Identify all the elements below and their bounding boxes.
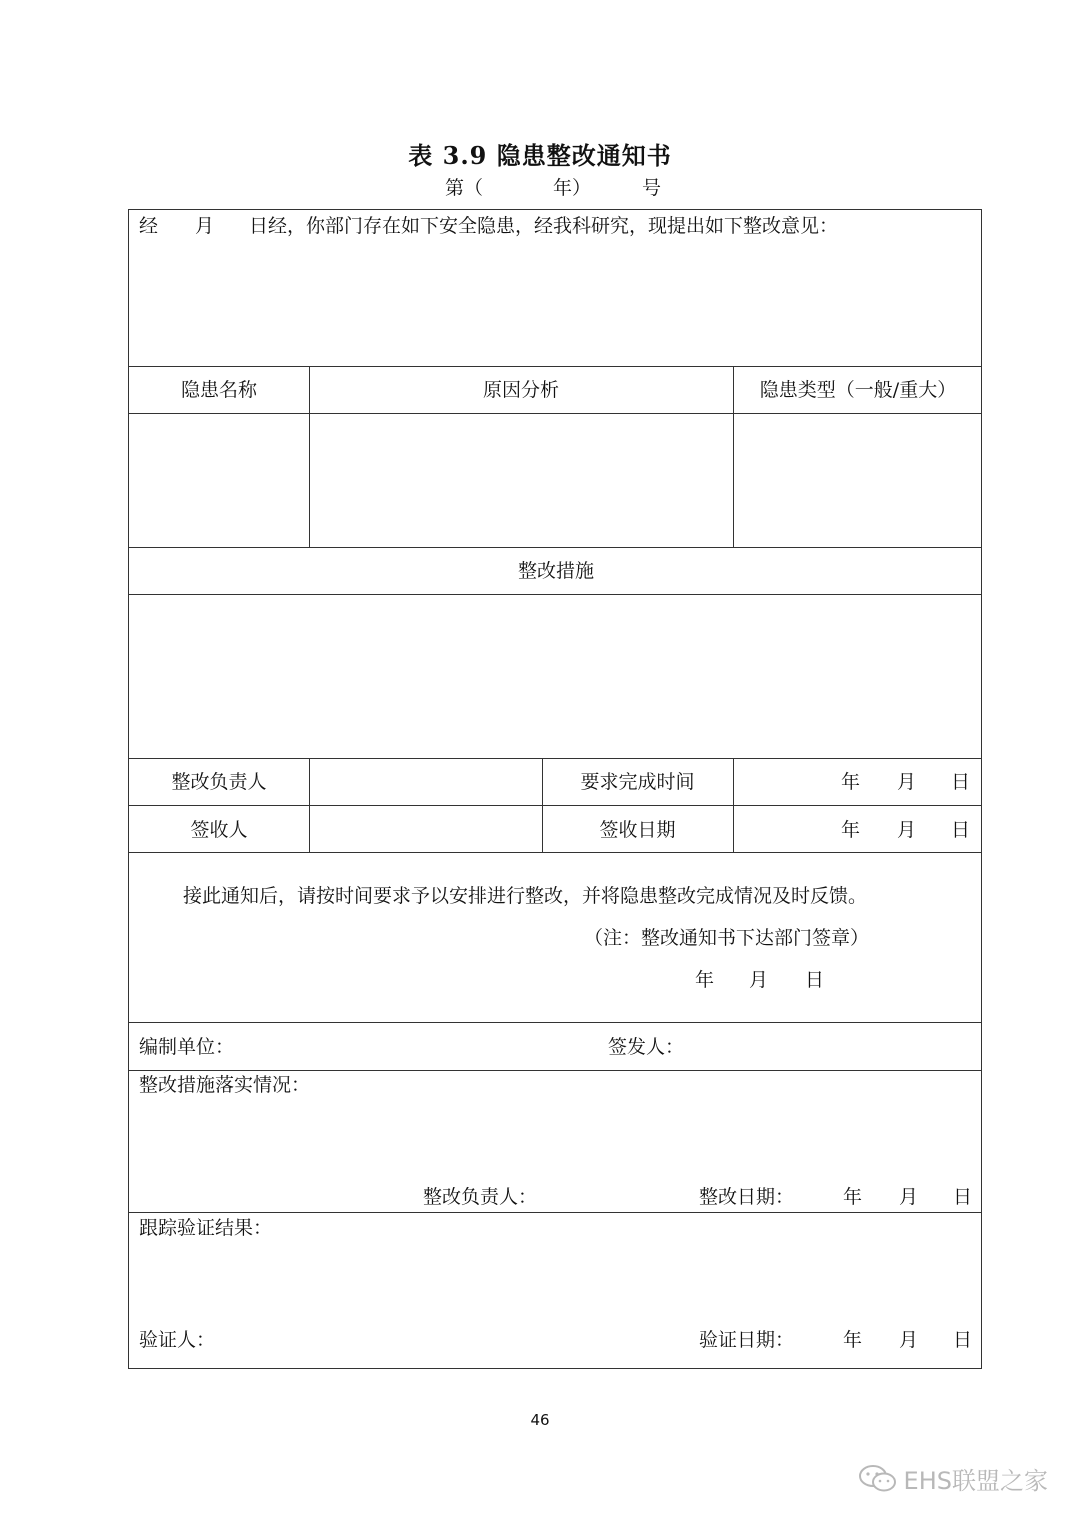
watermark (858, 1462, 1048, 1494)
responsible-label: 整改负责人 (171, 771, 267, 793)
issuer-label: 签发人： (608, 1036, 685, 1058)
verify-day: 日 (953, 1329, 973, 1351)
notice-note: （注：整改通知书下达部门签章） (584, 927, 870, 949)
receipt-date-label: 签收日期 (599, 819, 676, 841)
measures-cell[interactable] (129, 595, 983, 758)
number-prefix: 第（ (445, 177, 484, 199)
header-hazard-type: 隐患类型（一般/重大） (759, 379, 957, 401)
receiver-cell[interactable] (310, 806, 542, 852)
verify-year: 年 (843, 1329, 863, 1351)
notice-year: 年 (695, 969, 715, 991)
cause-analysis-cell[interactable] (310, 414, 733, 547)
measures-header: 整改措施 (517, 560, 594, 582)
watermark-text: EHS联盟之家 (903, 1466, 1048, 1495)
wechat-icon (858, 1463, 898, 1493)
hazard-type-cell[interactable] (734, 414, 983, 547)
responsible-cell[interactable] (310, 759, 542, 805)
number-suffix: 号 (642, 177, 662, 199)
notice-form (128, 209, 982, 1369)
impl-date-label: 整改日期： (699, 1186, 795, 1208)
verifier-label: 验证人： (139, 1329, 216, 1351)
page-number: 46 (530, 1411, 550, 1429)
hazard-name-cell[interactable] (129, 414, 309, 547)
intro-month-prefix: 经 (139, 215, 159, 237)
verify-month: 月 (899, 1329, 919, 1351)
deadline-day: 日 (951, 771, 971, 793)
receipt-year: 年 (841, 819, 861, 841)
notice-day: 日 (805, 969, 825, 991)
deadline-label: 要求完成时间 (580, 771, 695, 793)
header-hazard-name: 隐患名称 (180, 379, 257, 401)
deadline-month: 月 (897, 771, 917, 793)
deadline-year: 年 (841, 771, 861, 793)
notice-month: 月 (749, 969, 769, 991)
form-title: 表 3.9 隐患整改通知书 (408, 141, 672, 170)
intro-month: 月 (195, 215, 215, 237)
notice-text: 接此通知后，请按时间要求予以安排进行整改，并将隐患整改完成情况及时反馈。 (183, 885, 868, 907)
impl-responsible-label: 整改负责人： (423, 1186, 538, 1208)
verification-label: 跟踪验证结果： (139, 1217, 273, 1239)
number-year: 年） (553, 177, 592, 199)
implementation-label: 整改措施落实情况： (139, 1074, 311, 1096)
intro-text: 日经，你部门存在如下安全隐患，经我科研究，现提出如下整改意见： (249, 215, 839, 237)
receiver-label: 签收人 (190, 819, 248, 841)
form-number-line (0, 173, 1080, 201)
receipt-day: 日 (951, 819, 971, 841)
impl-day: 日 (953, 1186, 973, 1208)
impl-year: 年 (843, 1186, 863, 1208)
compiled-unit-label: 编制单位： (139, 1036, 235, 1058)
verify-date-label: 验证日期： (699, 1329, 795, 1351)
impl-month: 月 (899, 1186, 919, 1208)
receipt-month: 月 (897, 819, 917, 841)
header-cause-analysis: 原因分析 (482, 379, 559, 401)
